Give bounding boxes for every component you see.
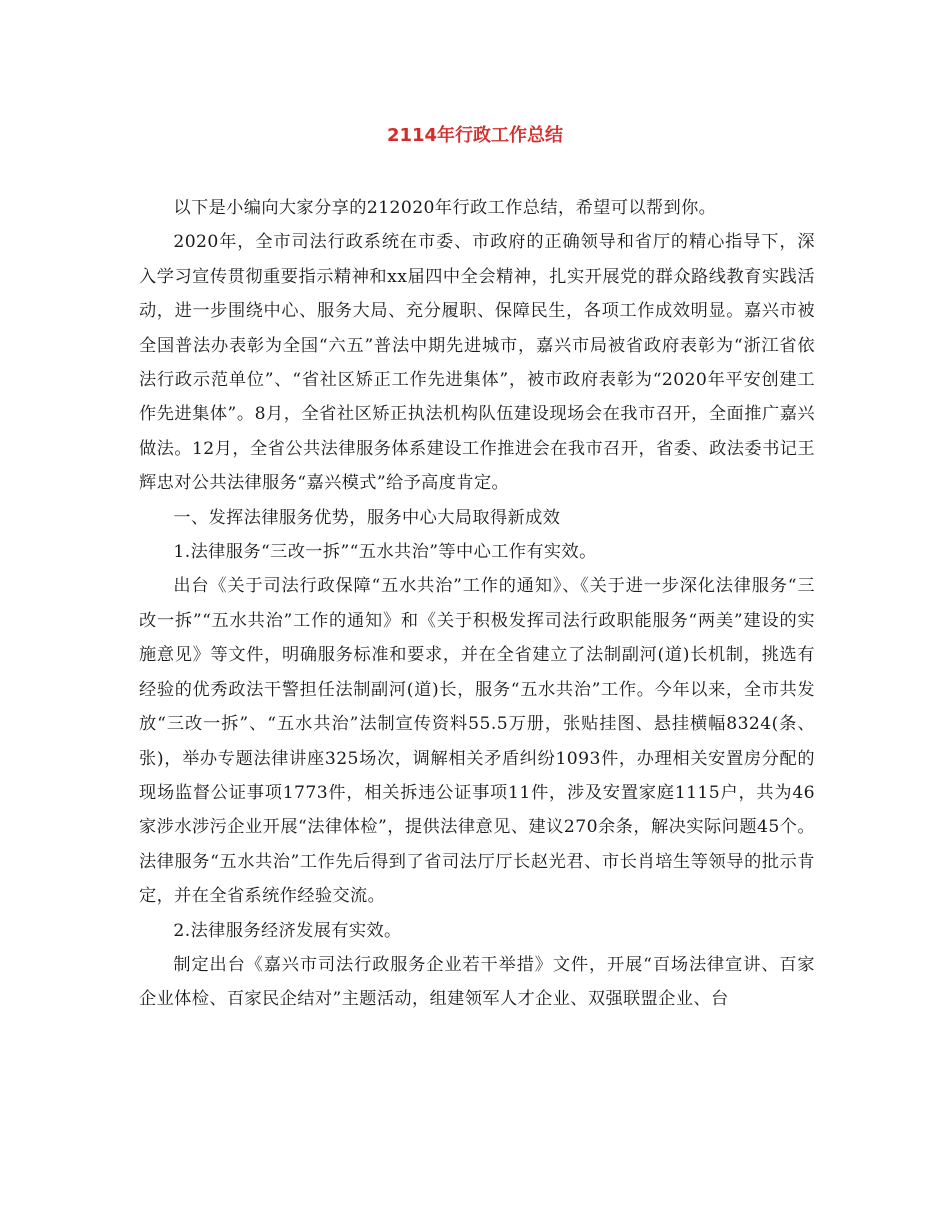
document-title: 2114年行政工作总结 (386, 125, 564, 146)
section-heading-1: 一、发挥法律服务优势，服务中心大局取得新成效 (173, 507, 561, 528)
subheading-1-2: 2.法律服务经济发展有实效。 (173, 920, 402, 941)
paragraph-economic-service: 制定出台《嘉兴市司法行政服务企业若干举措》文件，开展“百场法律宣讲、百家企业体检、百家民企结对”主题活动，组建领军人才企业、双强联盟企业、台 (139, 954, 815, 1010)
paragraph-intro: 以下是小编向大家分享的212020年行政工作总结，希望可以帮到你。 (173, 198, 717, 218)
document-body (139, 191, 815, 1017)
subheading-1-1: 1.法律服务“三改一拆”“五水共治”等中心工作有实效。 (173, 542, 597, 563)
paragraph-five-water: 出台《关于司法行政保障“五水共治”工作的通知》、《关于进一步深化法律服务“三改一拆”“五水共治”工作的通知》和《关于积极发挥司法行政职能服务“两美”建设的实施意见》等文件，明确服务标准和要求，并在全省建立了法制副河(道)长机制，挑选有经验的优秀政法干警担任法制副河(道)长，服务“五水共治”工作。今年以来，全市共发放“三改一拆”、“五水共治”法制宣传资料55.5万册，张贴挂图、悬挂横幅8324(条、张)，举办专题法律讲座325场次，调解相关矛盾纠纷1093件，办理相关安置房分配的现场监督公证事项1773件，相关拆违公证事项11件，涉及安置家庭1115户，共为46家涉水涉污企业开展“法律体检”，提供法律意见、建议270余条，解决实际问题45个。法律服务“五水共治”工作先后得到了省司法厅厅长赵光君、市长肖培生等领导的批示肯定，并在全省系统作经验交流。 (139, 576, 815, 907)
paragraph-overview: 2020年，全市司法行政系统在市委、市政府的正确领导和省厅的精心指导下，深入学习宣传贯彻重要指示精神和xx届四中全会精神，扎实开展党的群众路线教育实践活动，进一步围绕中心、服务大局、充分履职、保障民生，各项工作成效明显。嘉兴市被全国普法办表彰为全国“六五”普法中期先进城市，嘉兴市局被省政府表彰为“浙江省依法行政示范单位”、“省社区矫正工作先进集体”，被市政府表彰为“2020年平安创建工作先进集体”。8月，全省社区矫正执法机构队伍建设现场会在我市召开，全面推广嘉兴做法。12月，全省公共法律服务体系建设工作推进会在我市召开，省委、政法委书记王辉忠对公共法律服务“嘉兴模式”给予高度肯定。 (139, 232, 815, 494)
